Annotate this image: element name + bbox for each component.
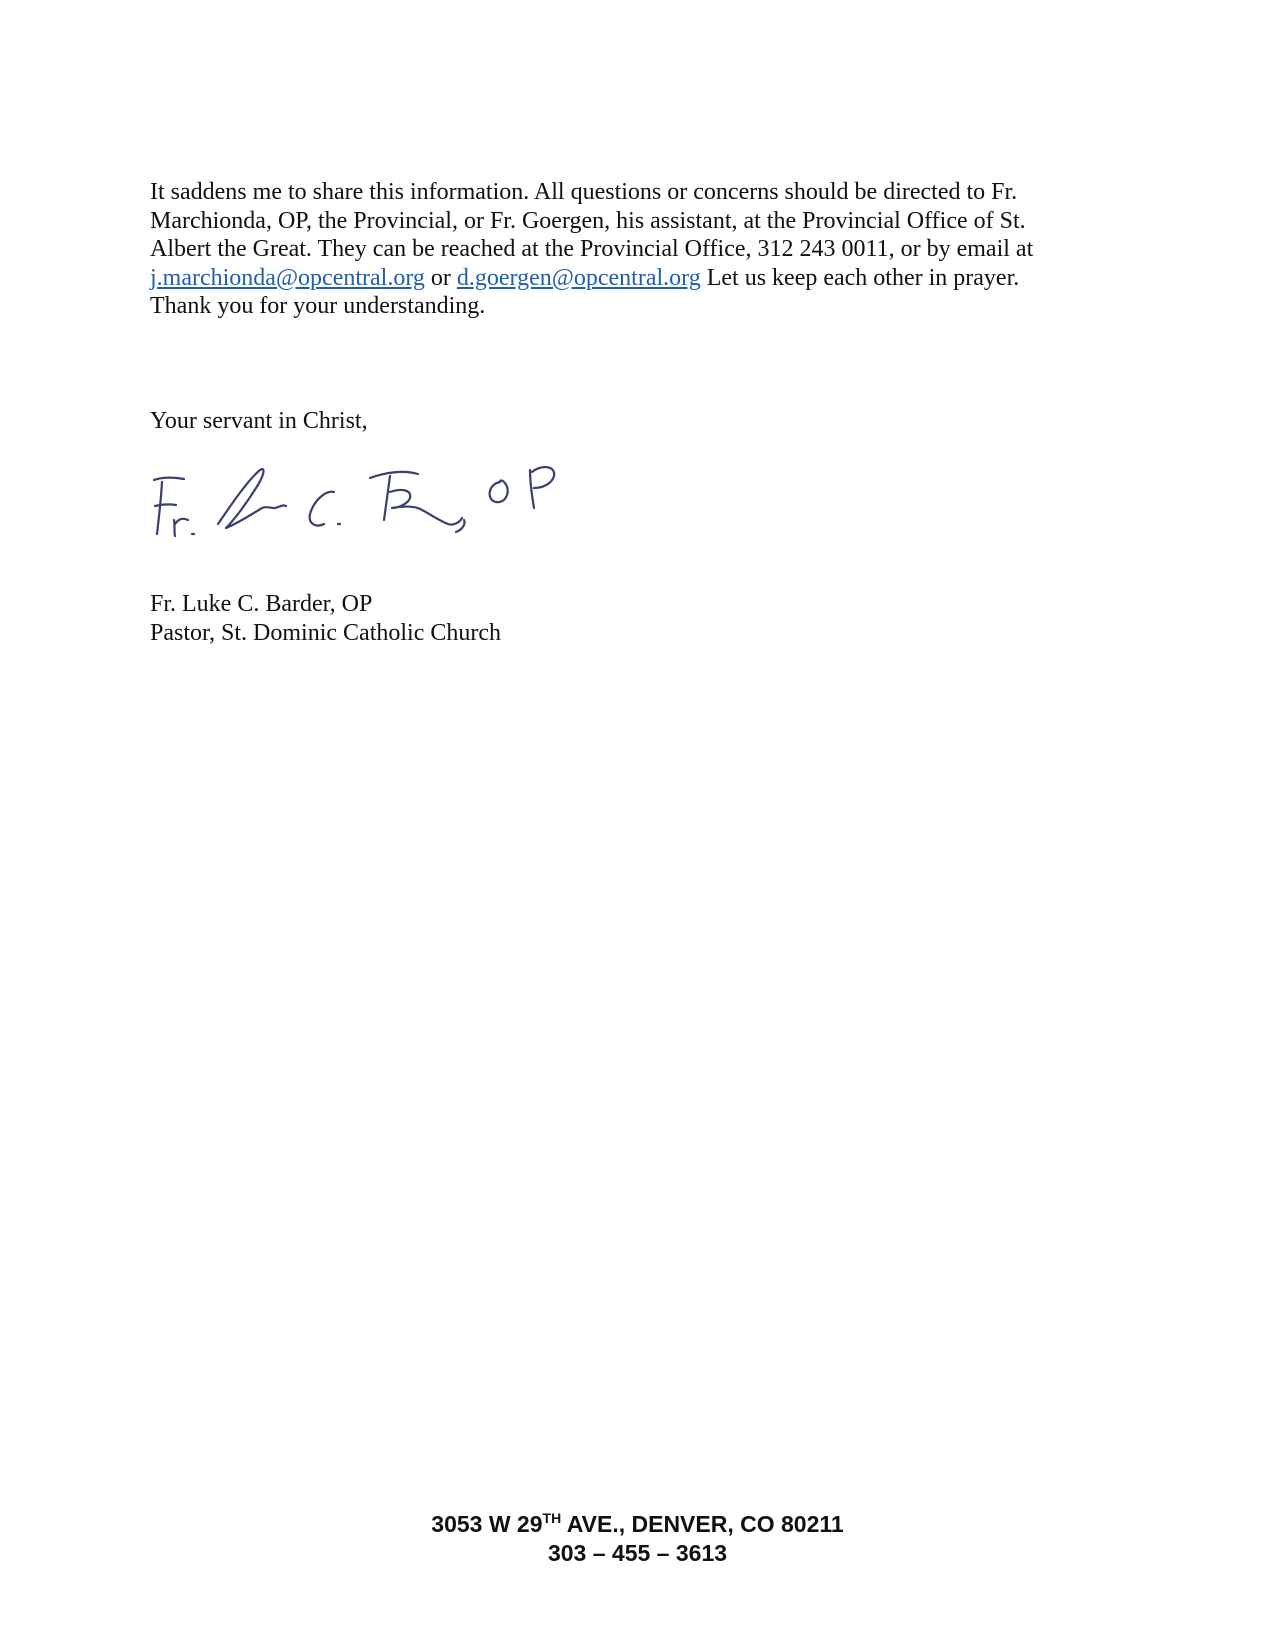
- email-connector: or: [424, 264, 457, 291]
- footer-address-block: [0, 1510, 1275, 1568]
- email-link-goergen[interactable]: d.goergen@opcentral.org: [456, 264, 701, 291]
- footer-phone: 303 – 455 – 3613: [547, 1540, 728, 1566]
- handwritten-signature: [148, 462, 598, 562]
- paragraph-line-2: Marchionda, OP, the Provincial, or Fr. Goergen, his assistant, at the Provincial Office of St.: [150, 207, 1026, 234]
- signer-title: Pastor, St. Dominic Catholic Church: [150, 619, 502, 646]
- closing-salutation: Your servant in Christ,: [150, 408, 368, 434]
- letter-paragraph: [150, 178, 1080, 321]
- prayer-sentence: Let us keep each other in prayer.: [700, 264, 1020, 291]
- address-prefix: 3053 W 29: [431, 1511, 543, 1537]
- paragraph-line-5: Thank you for your understanding.: [150, 293, 486, 319]
- signer-block: [150, 590, 501, 647]
- paragraph-line-1: It saddens me to share this information. All questions or concerns should be directed to Fr.: [150, 179, 1018, 205]
- footer-address: [0, 1510, 1275, 1539]
- paragraph-line-4: [150, 264, 1080, 293]
- address-suffix: AVE., DENVER, CO 80211: [561, 1511, 844, 1537]
- paragraph-line-3: Albert the Great. They can be reached at the Provincial Office, 312 243 0011, or by email at: [150, 236, 1034, 262]
- address-superscript: TH: [542, 1510, 562, 1526]
- signer-name: Fr. Luke C. Barder, OP: [150, 591, 373, 617]
- email-link-marchionda[interactable]: j.marchionda@opcentral.org: [150, 264, 425, 291]
